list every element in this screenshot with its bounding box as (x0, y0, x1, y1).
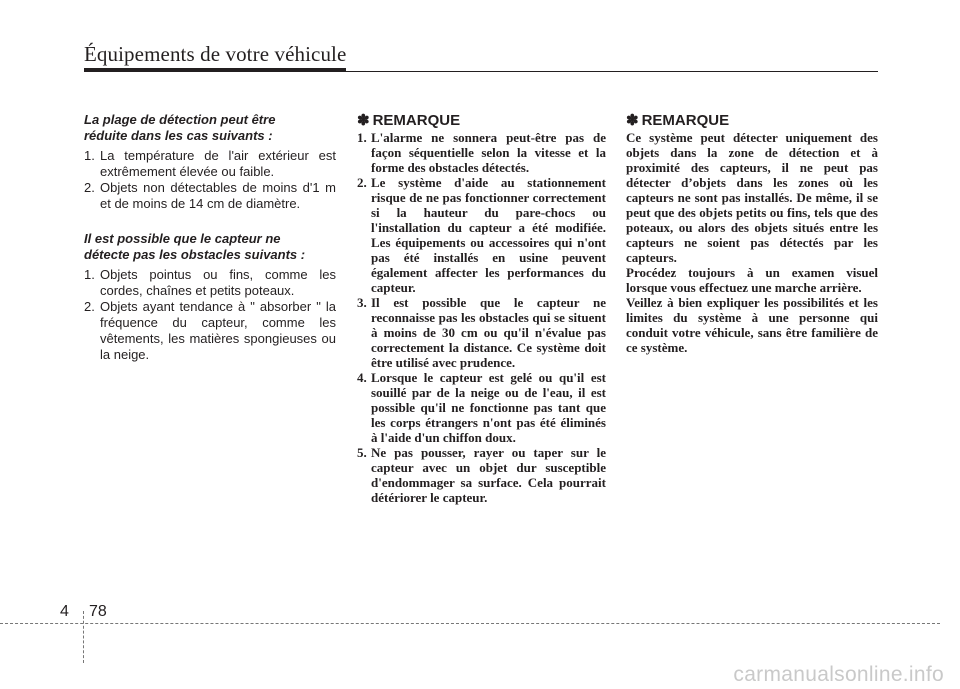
chapter-number: 4 (60, 603, 69, 620)
remark-list (357, 130, 606, 505)
remark-heading: ✽ REMARQUE (626, 112, 730, 129)
page-number: 78 (89, 603, 107, 620)
asterisk-icon: ✽ (357, 112, 370, 129)
remark-heading: ✽ REMARQUE (357, 112, 461, 129)
list-item: 1. La température de l'air extérieur est extrêmement élevée ou faible. (84, 148, 336, 179)
watermark: carmanualsonline.info (733, 663, 944, 686)
header-rule-thin (84, 71, 878, 72)
undetected-obstacles-heading: Il est possible que le capteur ne détecte pas les obstacles suivants : (84, 231, 306, 262)
undetected-obstacles-list (84, 267, 336, 363)
list-item: 5. Ne pas pousser, rayer ou taper sur le capteur avec un objet dur susceptible d'endommager sa surface. Cela pourrait détériorer le capteur. (357, 445, 606, 505)
column-left (84, 112, 336, 363)
list-item: 1. L'alarme ne sonnera peut-être pas de façon séquentielle selon la vitesse et la forme des obstacles détectés. (357, 130, 606, 175)
list-item: 2. Objets ayant tendance à " absorber " la fréquence du capteur, comme les vêtements, les matières spongieuses ou la neige. (84, 299, 336, 362)
column-middle (357, 112, 606, 505)
list-item: 4. Lorsque le capteur est gelé ou qu'il est souillé par de la neige ou de l'eau, il est possible qu'il ne fonctionne pas tant que les corps étrangers n'ont pas été éliminés à l'aide d'un chiffon doux. (357, 370, 606, 445)
detection-range-heading: La plage de détection peut être réduite dans les cas suivants : (84, 112, 276, 143)
list-item: 2. Objets non détectables de moins d'1 m et de moins de 14 cm de diamètre. (84, 180, 336, 211)
detection-range-section (84, 112, 336, 212)
asterisk-icon: ✽ (626, 112, 639, 129)
footer-rule (0, 623, 940, 624)
footer-divider (83, 611, 84, 663)
section-title: Équipements de votre véhicule (84, 42, 347, 66)
remark-paragraph: Veillez à bien expliquer les possibilités et les limites du système à une personne qui conduit votre véhicule, sans être familière de ce système. (626, 295, 878, 355)
list-item: 3. Il est possible que le capteur ne reconnaisse pas les obstacles qui se situent à moins de 30 cm ou qu'il n'évalue pas correctement la distance. Ce système doit être utilisé avec prudence. (357, 295, 606, 370)
undetected-obstacles-section (84, 231, 336, 363)
list-item: 1. Objets pointus ou fins, comme les cordes, chaînes et petits poteaux. (84, 267, 336, 298)
column-right (626, 112, 878, 355)
remark-paragraph: Procédez toujours à un examen visuel lorsque vous effectuez une marche arrière. (626, 265, 878, 295)
detection-range-list (84, 148, 336, 212)
list-item: 2. Le système d'aide au stationnement risque de ne pas fonctionner correctement si la hauteur du pare-chocs ou l'installation du capteur a été modifiée. Les équipements ou accessoires qui n'ont pas été installés en usine peuvent également affecter les performances du capteur. (357, 175, 606, 295)
remark-paragraph: Ce système peut détecter uniquement des objets dans la zone de détection et à proximité des capteurs, il ne peut pas détecter d’objets dans les zones où les capteurs ne sont pas installés. De même, il se peut que des objets petits ou fins, tels que des poteaux, ou alors des objets situés entre les capteurs ne soient pas détectés par les capteurs. (626, 130, 878, 265)
